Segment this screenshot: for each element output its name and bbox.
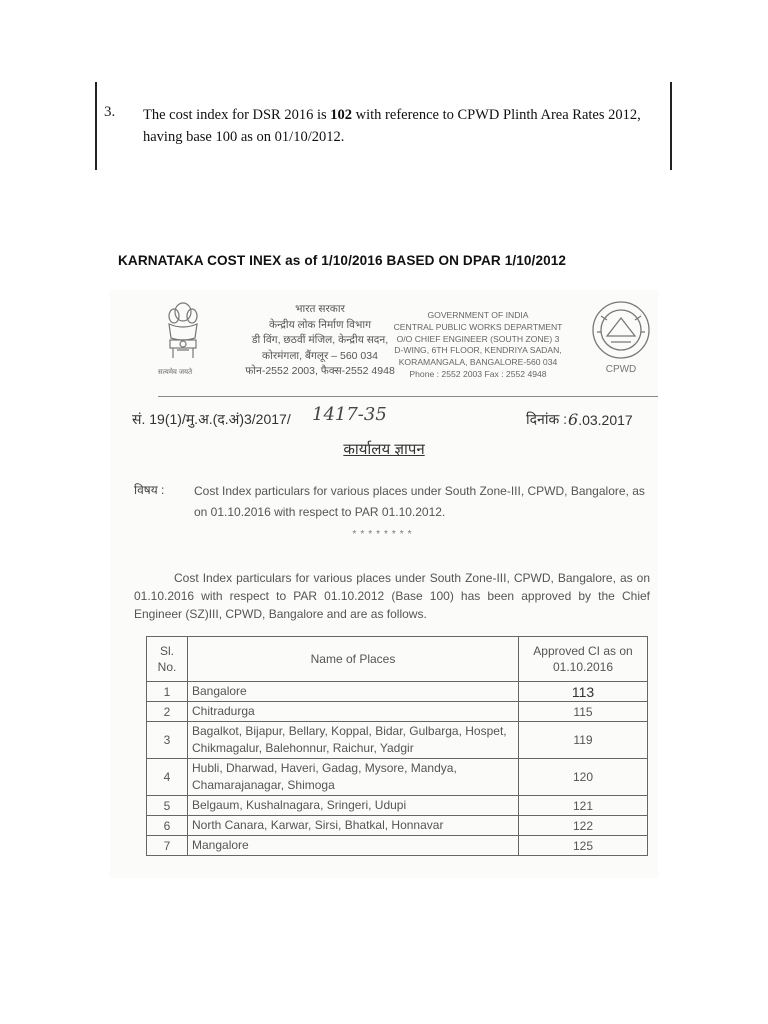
table-row [147, 836, 648, 856]
cell-ci: 113 [519, 682, 648, 702]
cell-ci: 125 [519, 836, 648, 856]
subject-label: विषय : [134, 483, 165, 497]
point-number: 3. [104, 104, 116, 120]
english-line: D-WING, 6TH FLOOR, KENDRIYA SADAN, [394, 345, 562, 356]
cell-ci: 119 [519, 722, 648, 759]
cell-sl: 7 [147, 836, 188, 856]
cell-sl: 5 [147, 796, 188, 816]
right-border-line [670, 82, 672, 170]
cpwd-logo-icon [587, 296, 655, 376]
header-places: Name of Places [188, 637, 519, 682]
english-line: KORAMANGALA, BANGALORE-560 034 [398, 357, 558, 368]
cell-places: Belgaum, Kushalnagara, Sringeri, Udupi [188, 796, 519, 816]
cell-sl: 1 [147, 682, 188, 702]
header-sl-no: Sl. No. [147, 637, 188, 682]
point-text-before: The cost index for DSR 2016 is [143, 107, 331, 123]
hindi-line: कोरमंगला, बैंगलूर – 560 034 [262, 349, 378, 362]
point-text [143, 104, 668, 148]
subject-text: Cost Index particulars for various places under South Zone-III, CPWD, Bangalore, as on 01.10.2016 with respect to PAR 01.10.2012. [194, 484, 645, 519]
point-text-bold: 102 [330, 107, 353, 123]
cell-places: North Canara, Karwar, Sirsi, Bhatkal, Honnavar [188, 816, 519, 836]
reference-number: सं. 19(1)/मु.अ.(द.अं)3/2017/ [132, 411, 291, 427]
cell-ci: 122 [519, 816, 648, 836]
letterhead-english [388, 310, 568, 381]
hindi-line: केन्द्रीय लोक निर्माण विभाग [268, 318, 372, 331]
national-emblem-icon [163, 298, 203, 368]
date-value [568, 410, 633, 429]
memo-title-text: कार्यालय ज्ञापन [343, 441, 425, 458]
hindi-line: फोन-2552 2003, फैक्स-2552 4948 [245, 365, 395, 377]
table-row [147, 702, 648, 722]
english-line: Phone : 2552 2003 Fax : 2552 4948 [409, 368, 547, 379]
cell-sl: 3 [147, 722, 188, 759]
english-line: CENTRAL PUBLIC WORKS DEPARTMENT [393, 321, 563, 332]
handwritten-ref: 1417-35 [312, 404, 387, 425]
table-row [147, 796, 648, 816]
table-row [147, 722, 648, 759]
header-approved-ci: Approved CI as on 01.10.2016 [519, 637, 648, 682]
separator-stars: ******** [352, 529, 416, 540]
table-row [147, 816, 648, 836]
body-paragraph: Cost Index particulars for various places under South Zone-III, CPWD, Bangalore, as on 01.10.2016 with respect to PAR 01.10.2012 (Base 100) has been approved by the Chief Engineer (SZ)III, CPWD, Bangalore and are as follows. [134, 571, 650, 621]
cell-sl: 2 [147, 702, 188, 722]
letterhead-divider [158, 396, 658, 397]
table-row [147, 759, 648, 796]
cell-places: Mangalore [188, 836, 519, 856]
table-row [147, 682, 648, 702]
emblem-caption: सत्यमेव जयते [158, 369, 193, 376]
cell-places: Bangalore [188, 682, 519, 702]
section-heading: KARNATAKA COST INEX as of 1/10/2016 BASED ON DPAR 1/10/2012 [118, 253, 567, 268]
logo-text: CPWD [605, 364, 637, 375]
cell-sl: 6 [147, 816, 188, 836]
cell-ci: 115 [519, 702, 648, 722]
date-handwritten: 6 [568, 410, 579, 429]
letterhead-hindi [244, 302, 396, 380]
english-line: O/O CHIEF ENGINEER (SOUTH ZONE) 3 [396, 333, 560, 344]
date-label: दिनांक : [526, 411, 567, 427]
cell-sl: 4 [147, 759, 188, 796]
office-memorandum-title [0, 439, 768, 459]
cell-ci: 121 [519, 796, 648, 816]
cell-places: Hubli, Dharwad, Haveri, Gadag, Mysore, Mandya, Chamarajanagar, Shimoga [188, 759, 519, 796]
english-line: GOVERNMENT OF INDIA [427, 310, 529, 320]
left-border-line [95, 82, 97, 170]
cell-places: Chitradurga [188, 702, 519, 722]
hindi-line: भारत सरकार [295, 303, 345, 315]
table-header-row [147, 637, 648, 682]
cost-index-table [146, 636, 648, 856]
hindi-line: डी विंग, छठवीं मंजिल, केन्द्रीय सदन, [251, 334, 389, 346]
cell-places: Bagalkot, Bijapur, Bellary, Koppal, Bidar, Gulbarga, Hospet, Chikmagalur, Balehonnur, Raichur, Yadgir [188, 722, 519, 759]
cell-ci: 120 [519, 759, 648, 796]
point-text-after: with reference to CPWD Plinth Area Rates 2012, having base 100 as on 01/10/2012. [143, 107, 641, 145]
date-rest: .03.2017 [578, 412, 633, 428]
